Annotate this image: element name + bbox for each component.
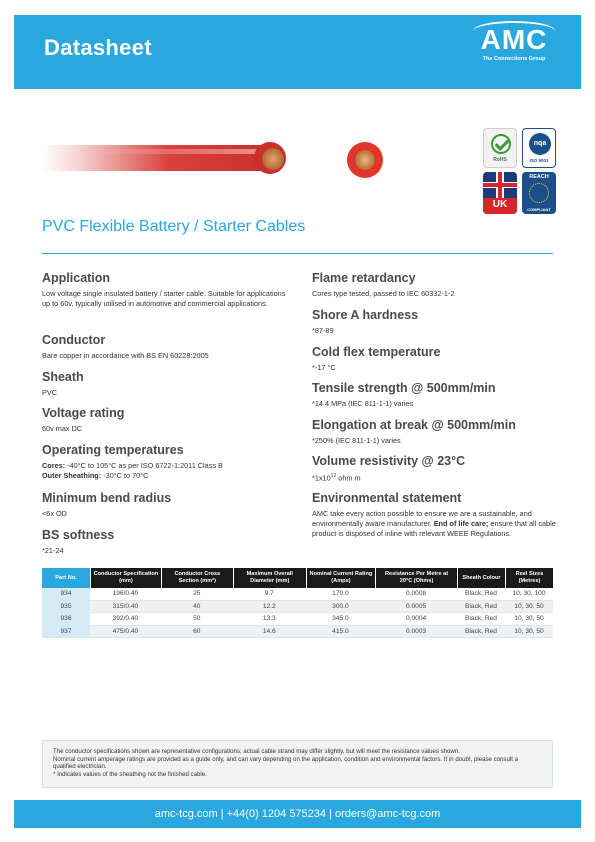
rohs-label: RoHS	[493, 157, 507, 163]
table-row	[42, 613, 553, 626]
table-cell: 0.0003	[375, 626, 457, 639]
table-cell: 60	[161, 626, 233, 639]
table-cell: 934	[42, 588, 90, 601]
table-cell: 937	[42, 626, 90, 639]
table-cell: 40	[161, 601, 233, 614]
table-row	[42, 601, 553, 614]
table-cell: 196/0.40	[90, 588, 161, 601]
spec-flame-retardancy	[312, 270, 562, 307]
cable-core-icon	[262, 148, 284, 170]
spec-heading: Conductor	[42, 333, 106, 347]
column-header: Conductor Specification (mm)	[90, 568, 161, 588]
uk-badge	[483, 172, 517, 214]
note-line: Nominal current amperage ratings are provided as a guide only, and can vary depending on the application, condition and environmental factors. If in doubt, please consult a qualified electrician.	[53, 755, 518, 770]
spec-text: PVC	[42, 388, 58, 397]
title-divider	[42, 253, 553, 254]
table-cell: 0.0004	[375, 613, 457, 626]
right-spec-column	[312, 270, 562, 538]
reach-badge	[522, 172, 556, 214]
spec-text: Low voltage single insulated battery / starter cable. Suitable for applications up to 60v, typically utilised in automotive and commercial applications.	[42, 289, 286, 308]
spec-heading: Voltage rating	[42, 406, 125, 420]
spec-cold-flex-temperature	[312, 344, 562, 380]
spec-text: Cores type tested, passed to IEC 60332-1-2	[312, 289, 455, 298]
uk-label: UK	[483, 198, 517, 214]
table-cell: Black, Red	[457, 626, 505, 639]
resistivity-unit: ohm m	[336, 473, 361, 483]
spec-table-wrapper	[42, 568, 553, 638]
table-cell: 315/0.40	[90, 601, 161, 614]
note-line: The conductor specifications shown are representative configurations; actual cable strand may differ slightly, but will meet the resistance values shown.	[53, 748, 460, 755]
table-cell: 475/0.40	[90, 626, 161, 639]
reach-label: REACH	[529, 174, 549, 180]
product-title: PVC Flexible Battery / Starter Cables	[42, 218, 306, 235]
check-icon	[491, 134, 511, 154]
spec-heading: Cold flex temperature	[312, 345, 441, 359]
table-cell: 9.7	[233, 588, 306, 601]
end-of-life-label: End of life care;	[433, 518, 489, 528]
table-cell: 392/0.40	[90, 613, 161, 626]
table-cell: Black, Red	[457, 588, 505, 601]
table-cell: 25	[161, 588, 233, 601]
spec-heading: Application	[42, 271, 111, 285]
table-cell: 10, 30, 50	[505, 613, 553, 626]
header-banner	[14, 15, 581, 89]
table-cell: 10, 30, 50	[505, 601, 553, 614]
spec-sheath	[42, 369, 292, 405]
outer-sheathing-value: -30°C to 70°C	[101, 470, 149, 480]
spec-heading: Flame retardancy	[312, 271, 416, 285]
spec-heading: Environmental statement	[312, 491, 462, 505]
cable-product-image	[42, 130, 422, 190]
table-cell: 170.0	[306, 588, 375, 601]
table-cell: Black, Red	[457, 613, 505, 626]
spec-tensile-strength	[312, 380, 562, 417]
notes-box	[42, 740, 553, 788]
logo-wordmark: AMC	[480, 24, 548, 55]
table-header-row	[42, 568, 553, 588]
spec-minimum-bend-radius	[42, 490, 292, 527]
amc-logo	[469, 25, 559, 75]
column-header: Part No.	[42, 568, 90, 588]
table-cell: 936	[42, 613, 90, 626]
table-cell: 50	[161, 613, 233, 626]
footer-contact-bar: amc-tcg.com | +44(0) 1204 575234 | orders@amc-tcg.com	[14, 800, 581, 828]
spec-heading: Operating temperatures	[42, 443, 184, 457]
column-header: Reel Sizes (Metres)	[505, 568, 553, 588]
table-cell: 14.6	[233, 626, 306, 639]
spec-elongation-at-break	[312, 417, 562, 453]
nqa-iso-badge	[522, 128, 556, 168]
spec-text: Bare copper in accordance with BS EN 60228:2005	[42, 351, 209, 360]
spec-text: *-17 °C	[312, 363, 336, 372]
spec-shore-a-hardness	[312, 307, 562, 344]
cable-length-image	[42, 145, 272, 171]
outer-sheathing-label: Outer Sheathing:	[42, 470, 102, 480]
spec-voltage-rating	[42, 405, 292, 442]
spec-heading: Minimum bend radius	[42, 491, 172, 505]
spec-text: <6x OD	[42, 509, 67, 518]
spec-heading: Elongation at break @ 500mm/min	[312, 418, 516, 432]
table-cell: 300.0	[306, 601, 375, 614]
spec-heading: Tensile strength @ 500mm/min	[312, 381, 496, 395]
spec-volume-resistivity	[312, 453, 562, 490]
spec-bs-softness	[42, 527, 292, 556]
spec-heading: Volume resistivity @ 23°C	[312, 454, 466, 468]
table-cell: 345.0	[306, 613, 375, 626]
table-cell: 10, 30, 100	[505, 588, 553, 601]
spec-application	[42, 270, 292, 332]
spec-conductor	[42, 332, 292, 369]
spec-table	[42, 568, 553, 638]
spec-operating-temperatures	[42, 442, 292, 490]
environmental-text: AMC take every action possible to ensure we are a sustainable, and environmentally aware manufacturer.	[312, 509, 532, 528]
resistivity-exponent: 12	[330, 473, 337, 479]
column-header: Conductor Cross Section (mm²)	[161, 568, 233, 588]
spec-text	[312, 472, 562, 483]
column-header: Sheath Colour	[457, 568, 505, 588]
cores-label: Cores:	[42, 461, 66, 470]
reach-compliant-label: COMPLIANT	[527, 207, 551, 212]
spec-text: *87-89	[312, 326, 334, 335]
column-header: Resistance Per Metre at 20°C (Ohms)	[375, 568, 457, 588]
table-cell: 12.2	[233, 601, 306, 614]
spec-heading: Shore A hardness	[312, 308, 419, 322]
nqa-icon: nqa	[529, 133, 551, 155]
spec-text	[42, 461, 292, 481]
spec-text: *250% (IEC 811-1-1) varies	[312, 436, 401, 445]
spec-heading: BS softness	[42, 528, 115, 542]
table-row	[42, 626, 553, 639]
spec-text: *14.4 MPa (IEC 811-1-1) varies	[312, 399, 414, 408]
rohs-badge	[483, 128, 517, 168]
table-cell: 0.0005	[375, 601, 457, 614]
left-spec-column	[42, 270, 292, 556]
spec-text	[312, 509, 562, 538]
spec-heading: Sheath	[42, 370, 84, 384]
table-cell: 10, 30, 50	[505, 626, 553, 639]
flag-stripe	[498, 172, 502, 198]
eu-stars-icon	[529, 183, 549, 203]
column-header: Maximum Overall Diameter (mm)	[233, 568, 306, 588]
copper-strands-icon	[355, 150, 375, 170]
table-cell: Black, Red	[457, 601, 505, 614]
iso-label: ISO 9001	[529, 158, 549, 163]
column-header: Nominal Current Rating (Amps)	[306, 568, 375, 588]
table-cell: 0.0008	[375, 588, 457, 601]
logo-tagline: The Connections Group	[482, 56, 546, 62]
logo-arc-icon	[473, 21, 555, 41]
table-cell: 935	[42, 601, 90, 614]
note-line: * Indicates values of the sheathing not the finished cable.	[53, 770, 207, 778]
page-title: Datasheet	[44, 35, 152, 60]
spec-text: *21-24	[42, 546, 64, 555]
spec-environmental-statement	[312, 490, 562, 538]
table-cell: 13.3	[233, 613, 306, 626]
spec-text: 60v max DC	[42, 424, 83, 433]
table-cell: 415.0	[306, 626, 375, 639]
table-row	[42, 588, 553, 601]
resistivity-value: *1x10	[312, 473, 331, 483]
environmental-text-continued: ensure that all cable product is disposed of inline with relevant WEEE Regulations.	[312, 518, 556, 538]
cores-value: -40°C to 105°C as per ISO 6722-1:2011 Class B	[65, 461, 223, 470]
